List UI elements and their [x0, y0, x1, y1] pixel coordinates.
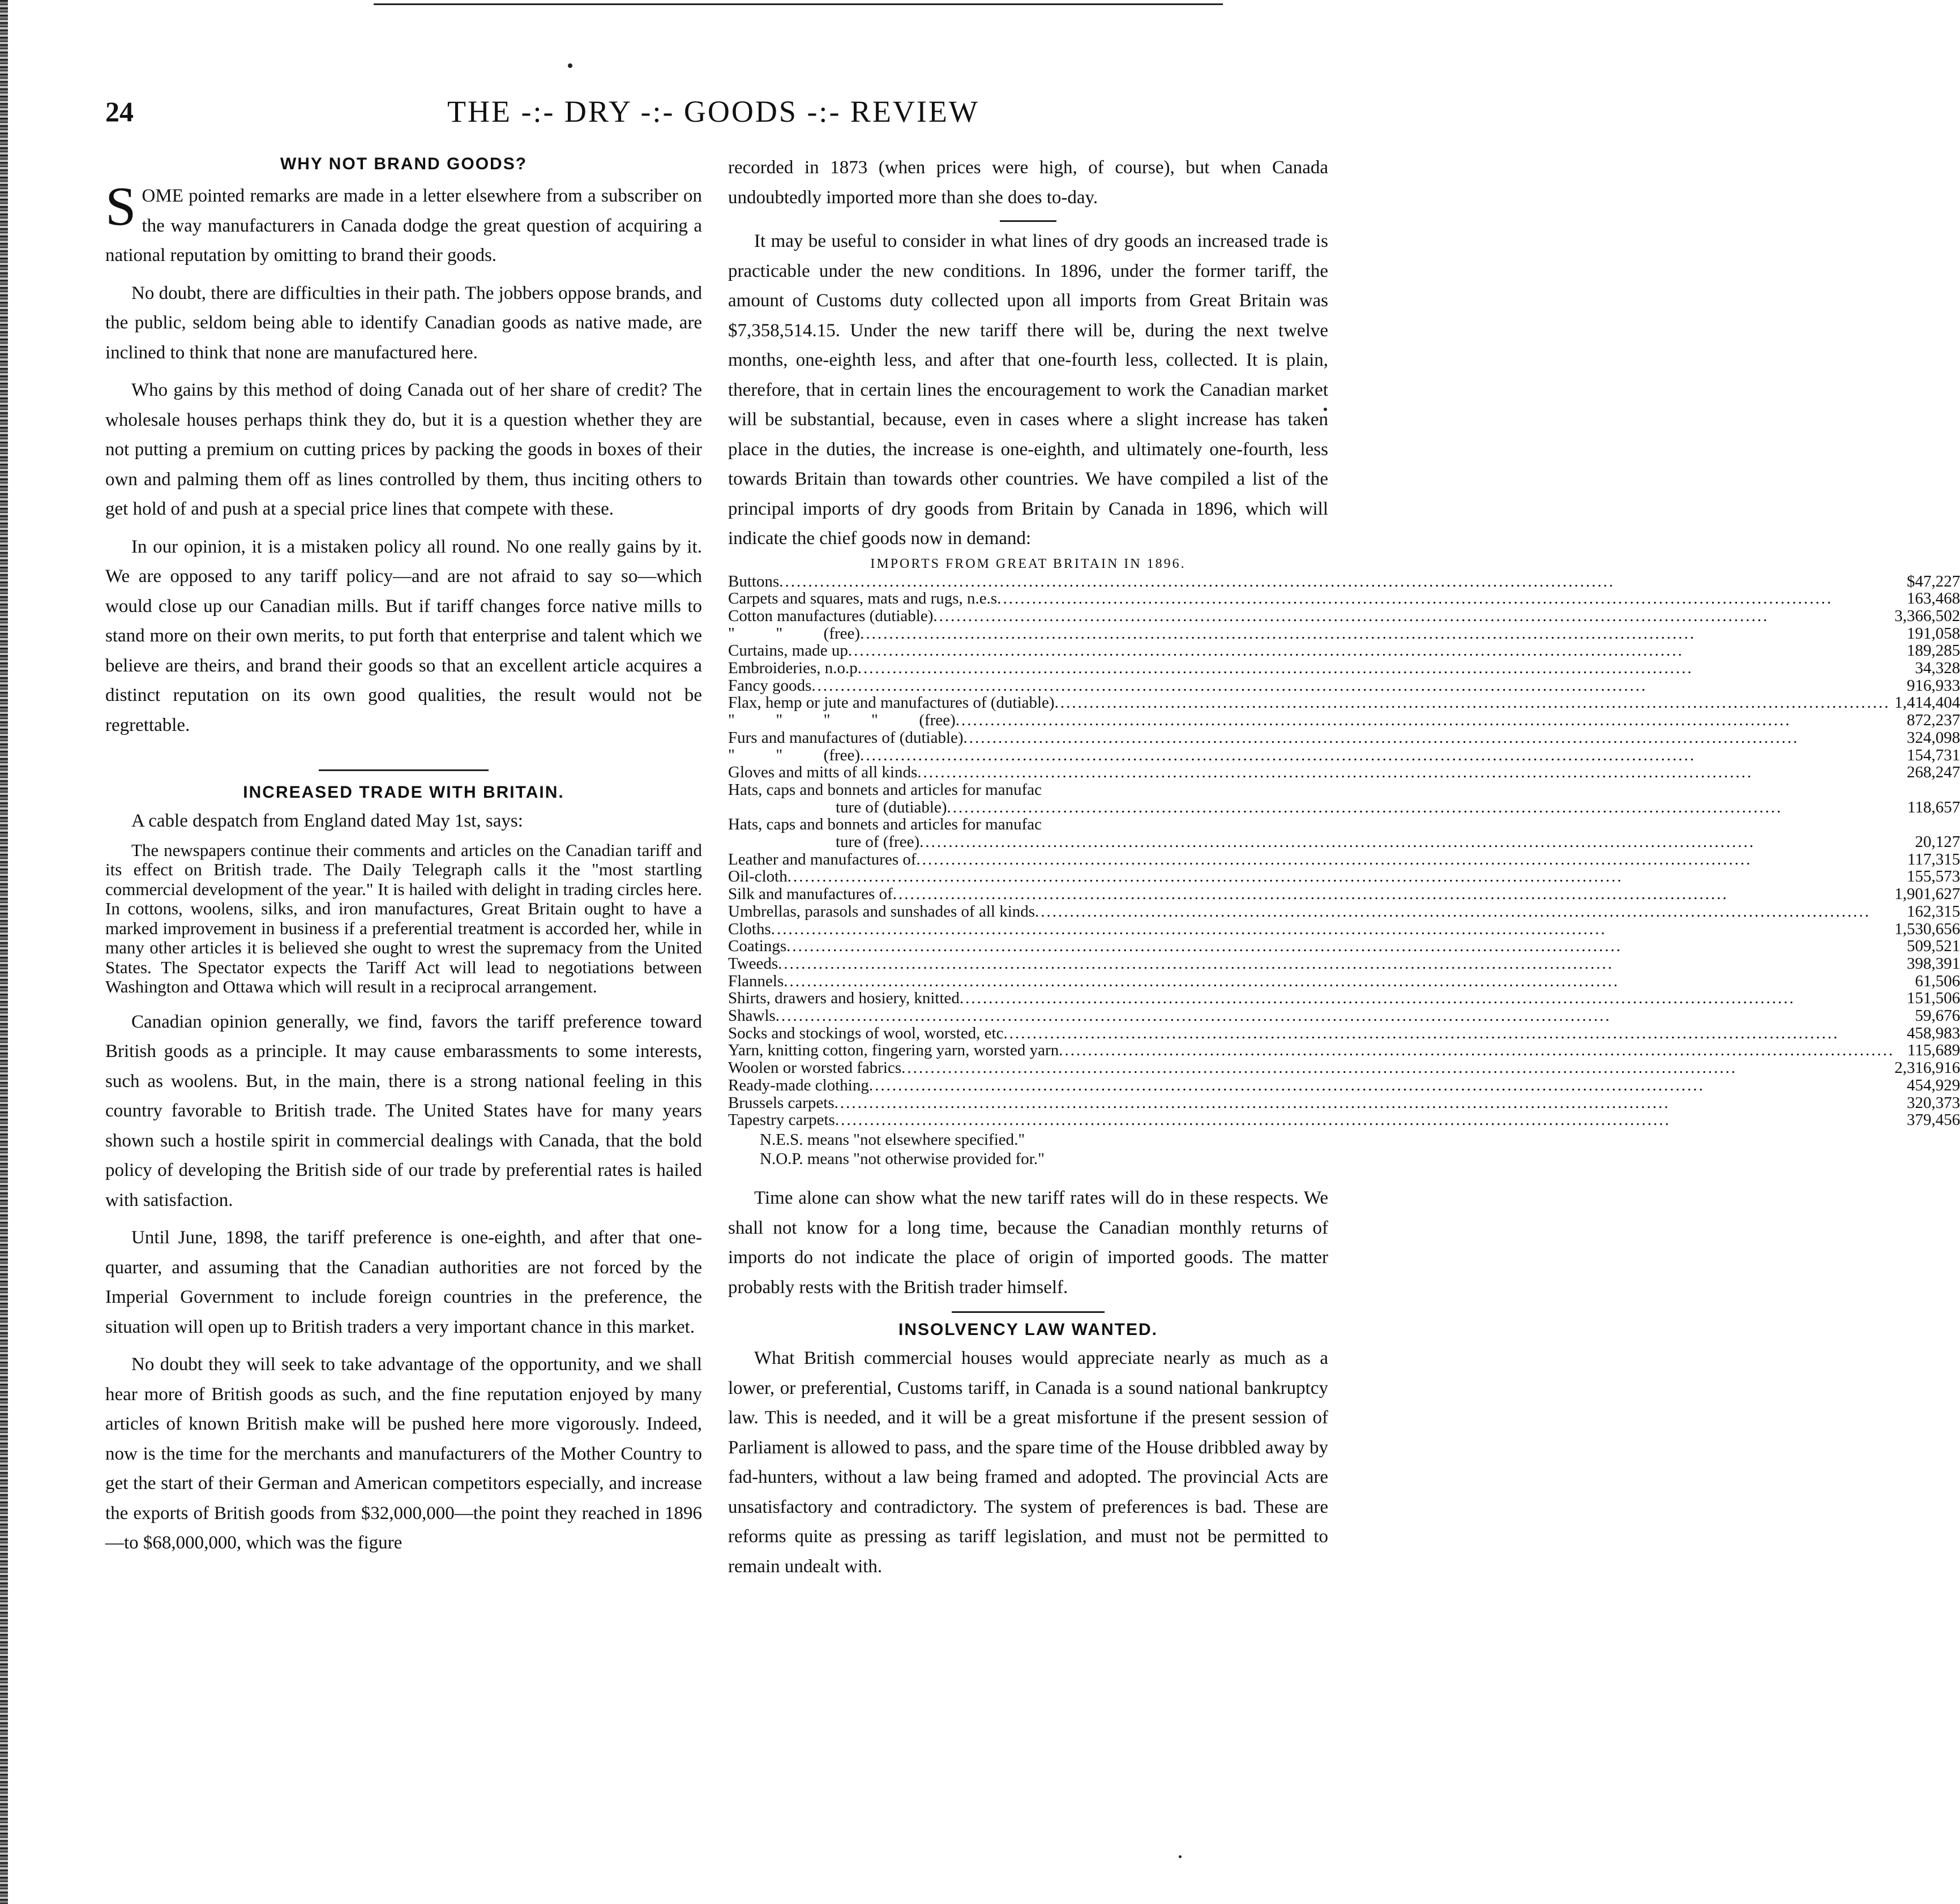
import-item-text: Woolen or worsted fabrics: [728, 1059, 902, 1077]
article1-paragraph-2: No doubt, there are difficulties in their path. The jobbers oppose brands, and the public, seldom being able to identify Canadian goods as native made, are inclined to think that none are manufactured here.: [105, 283, 702, 363]
table-row: [728, 1059, 1960, 1077]
table-row: [728, 1094, 1960, 1112]
dot-leader: [788, 868, 1895, 885]
import-item-text: Oil-cloth: [728, 867, 788, 886]
import-item-text: Brussels carpets: [728, 1093, 835, 1112]
article2-paragraph-3: No doubt they will seek to take advantage of the opportunity, and we shall hear more of British goods as such, and the fine reputation enjoyed by many articles of known British make will be pushed here more vigorously. Indeed, now is the time for the merchants and manufacturers of the Mother Country to get the start of their German and American competitors especially, and increase the exports of British goods from $32,000,000—the point they reached in 1896—to $68,000,000, which was the figure: [105, 1354, 702, 1553]
top-border-rule: [374, 3, 1223, 5]
table-row: [728, 973, 1960, 990]
table-row: [728, 607, 1960, 625]
table-row: [728, 921, 1960, 938]
import-item-label: [728, 816, 1894, 850]
import-item-label: [728, 990, 1894, 1007]
import-item-label: [728, 729, 1894, 747]
import-item-label: [728, 694, 1894, 712]
drop-cap: S: [105, 176, 136, 237]
import-item-text: Umbrellas, parasols and sunshades of all kinds: [728, 902, 1035, 921]
dot-leader: [1055, 694, 1895, 712]
import-item-value: 1,414,404: [1894, 694, 1960, 712]
article-title-increased-trade: INCREASED TRADE WITH BRITAIN.: [243, 783, 564, 802]
import-item-value: $47,227: [1906, 572, 1960, 591]
short-divider: [1000, 220, 1056, 222]
import-item-text: Shawls: [728, 1007, 776, 1025]
import-item-text: Flax, hemp or jute and manufactures of (dutiable): [728, 694, 1055, 712]
import-item-value: 155,573: [1906, 867, 1960, 886]
table-row: [728, 1111, 1960, 1129]
dot-leader: [860, 747, 1894, 764]
import-item-label: [728, 1059, 1894, 1077]
import-item-value: 872,237: [1906, 711, 1960, 730]
import-item-text: Embroideries, n.o.p: [728, 659, 858, 678]
import-item-label: [728, 1094, 1894, 1112]
section-divider: [952, 1311, 1105, 1313]
import-item-value: 34,328: [1915, 659, 1960, 678]
imports-table: [728, 573, 1960, 1129]
import-item-label-line-1: Hats, caps and bonnets and articles for manufac: [728, 780, 1042, 799]
import-item-text: " " (free): [728, 746, 861, 764]
import-item-text: Tweeds: [728, 954, 778, 973]
dot-leader: [869, 1077, 1894, 1094]
import-item-text: Silk and manufactures of: [728, 885, 893, 904]
note-nop: N.O.P. means "not otherwise provided for.": [760, 1150, 1045, 1168]
import-item-value: 154,731: [1906, 746, 1960, 764]
import-item-label: [728, 712, 1894, 729]
import-item-label-line-2: ture of (free): [836, 833, 920, 852]
import-item-label: [728, 921, 1894, 938]
article2-paragraph-4: recorded in 1873 (when prices were high, of course), but when Canada undoubtedly imported more than she does to-day.: [728, 157, 1328, 208]
dot-leader: [933, 607, 1894, 625]
import-item-text: Shirts, drawers and hosiery, knitted: [728, 989, 960, 1008]
table-row: [728, 677, 1960, 695]
import-item-value: 324,098: [1906, 728, 1960, 747]
table-row: [728, 642, 1960, 660]
import-item-label: [728, 781, 1894, 816]
import-item-label: [728, 660, 1894, 677]
right-column: [728, 153, 1960, 1581]
import-item-label: [728, 1111, 1894, 1129]
dot-leader: [835, 1094, 1895, 1112]
import-item-text: Ready-made clothing: [728, 1076, 869, 1094]
article-title-why-not-brand-goods: WHY NOT BRAND GOODS?: [280, 155, 528, 173]
import-item-value: 320,373: [1906, 1093, 1960, 1112]
import-item-value: 20,127: [1915, 833, 1960, 852]
import-item-text: Coatings: [728, 937, 787, 956]
import-item-value: 189,285: [1906, 641, 1960, 660]
note-nes: N.E.S. means "not elsewhere specified.": [760, 1131, 1025, 1149]
import-item-label: [728, 590, 1894, 607]
import-item-value: 398,391: [1906, 954, 1960, 973]
import-item-value: 458,983: [1906, 1024, 1960, 1042]
dot-leader: [811, 677, 1894, 695]
table-row: [728, 781, 1960, 816]
import-item-value: 117,315: [1907, 850, 1960, 868]
import-item-value: 162,315: [1906, 902, 1960, 921]
article1-paragraph-3: Who gains by this method of doing Canada out of her share of credit? The wholesale houses perhaps think they do, but it is a question whether they are not putting a premium on cutting prices by packing the goods in boxes of their own and palming them off as lines controlled by them, thus inciting others to get hold of and push at a special price lines that compete with these.: [105, 380, 702, 519]
dot-leader: [778, 955, 1894, 973]
table-row: [728, 729, 1960, 747]
import-item-label: [728, 1077, 1894, 1094]
import-item-label: [728, 1007, 1894, 1025]
page-number: 24: [105, 96, 134, 127]
dot-leader: [960, 990, 1894, 1007]
import-item-value: 268,247: [1906, 763, 1960, 782]
article2-paragraph-5: It may be useful to consider in what lines of dry goods an increased trade is practicable under the new conditions. In 1896, under the former tariff, the amount of Customs duty collected upon all imports from Great Britain was $7,358,514.15. Under the new tariff there will be, during the next twelve months, one-eighth less, and after that one-fourth less, collected. It is plain, therefore, that in certain lines the encouragement to work the Canadian market will be substantial, because, even in cases where a slight increase has taken place in the duties, the increase is one-eighth, and ultimately one-fourth, less towards Britain than towards other countries. We have compiled a list of the principal imports of dry goods from Britain by Canada in 1896, which will indicate the chief goods now in demand:: [728, 231, 1328, 549]
import-item-text: Buttons: [728, 572, 780, 591]
article2-lead: A cable despatch from England dated May 1st, says:: [131, 811, 523, 831]
article2-paragraph-6: Time alone can show what the new tariff rates will do in these respects. We shall not know for a long time, because the Canadian monthly returns of imports do not indicate the place of origin of imported goods. The matter probably rests with the British trader himself.: [728, 1188, 1328, 1298]
table-row: [728, 1077, 1960, 1094]
import-item-text: Cotton manufactures (dutiable): [728, 606, 934, 625]
import-item-text: Yarn, knitting cotton, fingering yarn, worsted yarn: [728, 1041, 1059, 1060]
left-column: [105, 153, 702, 1558]
dot-leader: [919, 833, 1894, 851]
article2-cable-quote: The newspapers continue their comments and articles on the Canadian tariff and its effect on British trade. The Daily Telegraph calls it the "most startling commercial development of the year." It is hailed with delight in trading circles here. In cottons, woolens, silks, and iron manufactures, Great Britain ought to have a marked improvement in business if a preferential treatment is accorded her, while in many other articles it is believed she ought to wrest the supremacy from the United States. The Spectator expects the Tariff Act will lead to negotiations between Washington and Ottawa which will result in a reciprocal arrangement.: [105, 840, 702, 996]
import-item-value: 2,316,916: [1894, 1059, 1960, 1077]
import-item-text: Tapestry carpets: [728, 1111, 835, 1129]
import-item-label-line-2: ture of (dutiable): [836, 798, 947, 816]
import-item-label: [728, 642, 1894, 660]
import-item-value: 61,506: [1915, 972, 1960, 990]
article2-paragraph-2: Until June, 1898, the tariff preference is one-eighth, and after that one-quarter, and assuming that the Canadian authorities are not forced by the Imperial Government to include foreign countries in the preference, the situation will open up to British traders a very important chance in this market.: [105, 1227, 702, 1337]
import-item-text: Cloths: [728, 919, 771, 938]
import-item-value: 916,933: [1906, 676, 1960, 695]
table-row: [728, 955, 1960, 973]
running-head: THE -:- DRY -:- GOODS -:- REVIEW: [447, 95, 979, 129]
import-item-label: [728, 955, 1894, 973]
import-item-text: Leather and manufactures of: [728, 850, 917, 868]
dot-leader: [964, 729, 1895, 747]
import-item-text: Gloves and mitts of all kinds: [728, 763, 918, 782]
import-item-label: [728, 1025, 1894, 1042]
import-item-label: [728, 764, 1894, 781]
table-notes: [728, 1130, 1328, 1169]
table-row: [728, 747, 1960, 764]
table-row: [728, 990, 1960, 1007]
import-item-label: [728, 868, 1894, 885]
dot-leader: [784, 973, 1894, 990]
table-row: [728, 903, 1960, 921]
dot-leader: [771, 921, 1894, 938]
table-row: [728, 712, 1960, 729]
dot-leader: [779, 573, 1894, 591]
table-row: [728, 1007, 1960, 1025]
dot-leader: [901, 1059, 1894, 1077]
dot-leader: [893, 885, 1894, 903]
import-item-text: Carpets and squares, mats and rugs, n.e.s: [728, 589, 998, 608]
import-item-value: 59,676: [1915, 1007, 1960, 1025]
table-row: [728, 938, 1960, 955]
table-row: [728, 573, 1960, 591]
import-item-label: [728, 677, 1894, 695]
scanned-page-edge: [0, 0, 8, 1904]
import-item-label: [728, 903, 1894, 921]
dot-leader: [997, 590, 1894, 607]
import-item-label-line-1: Hats, caps and bonnets and articles for manufac: [728, 815, 1042, 834]
import-item-value: 1,530,656: [1894, 919, 1960, 938]
dot-leader: [1035, 903, 1894, 921]
table-row: [728, 590, 1960, 607]
import-item-value: 118,657: [1907, 798, 1960, 816]
import-item-label: [728, 573, 1894, 591]
table-row: [728, 1025, 1960, 1042]
article1-paragraph-1: [105, 176, 702, 271]
import-item-value: 151,506: [1906, 989, 1960, 1008]
article3-paragraph-1: What British commercial houses would appreciate nearly as much as a lower, or preferential, Customs tariff, in Canada is a sound national bankruptcy law. This is needed, and it will be a great misfortune if the present session of Parliament is allowed to pass, and the spare time of the House dribbled away by fad-hunters, without a law being framed and adopted. The provincial Acts are unsatisfactory and contradictory. The system of preferences is bad. These are reforms quite as pressing as tariff legislation, and must not be permitted to remain undealt with.: [728, 1348, 1328, 1577]
table-row: [728, 694, 1960, 712]
dot-leader: [917, 851, 1895, 868]
dot-leader: [1004, 1025, 1895, 1042]
dot-leader: [858, 660, 1894, 677]
table-row: [728, 851, 1960, 868]
import-item-label: [728, 607, 1894, 625]
import-item-value: 3,366,502: [1894, 606, 1960, 625]
article1-paragraph-4: In our opinion, it is a mistaken policy all round. No one really gains by it. We are opposed to any tariff policy—and are not afraid to say so—which would close up our Canadian mills. But if tariff changes force native mills to stand more on their own merits, to put forth that enterprise and talent which we believe are theirs, and brand their goods so that an excellent article acquires a distinct reputation on its own good qualities, the result would not be regrettable.: [105, 536, 702, 735]
dot-leader: [776, 1007, 1894, 1025]
import-item-label: [728, 938, 1894, 955]
imports-table-caption: IMPORTS FROM GREAT BRITAIN IN 1896.: [870, 556, 1186, 571]
section-divider: [319, 769, 489, 771]
print-speck: [568, 63, 572, 68]
import-item-label: [728, 1042, 1894, 1059]
dot-leader: [947, 799, 1894, 816]
table-row: [728, 868, 1960, 885]
print-speck: [1179, 1855, 1182, 1858]
import-item-value: 379,456: [1906, 1111, 1960, 1129]
dot-leader: [835, 1111, 1894, 1129]
table-row: [728, 625, 1960, 643]
dot-leader: [917, 764, 1894, 781]
table-row: [728, 1042, 1960, 1059]
import-item-label: [728, 851, 1894, 868]
import-item-value: 115,689: [1907, 1041, 1960, 1060]
import-item-text: Socks and stockings of wool, worsted, etc: [728, 1024, 1004, 1042]
import-item-value: 191,058: [1906, 624, 1960, 643]
import-item-text: " " " " (free): [728, 711, 956, 730]
import-item-value: 454,929: [1906, 1076, 1960, 1094]
table-row: [728, 660, 1960, 677]
table-row: [728, 885, 1960, 903]
article-title-insolvency-law: INSOLVENCY LAW WANTED.: [898, 1320, 1158, 1339]
import-item-label: [728, 973, 1894, 990]
dot-leader: [1059, 1042, 1894, 1059]
import-item-value: 1,901,627: [1894, 885, 1960, 904]
import-item-value: 509,521: [1906, 937, 1960, 956]
dot-leader: [848, 642, 1894, 660]
import-item-text: Furs and manufactures of (dutiable): [728, 728, 964, 747]
import-item-text: Curtains, made up: [728, 641, 848, 660]
table-row: [728, 816, 1960, 850]
import-item-label: [728, 747, 1894, 764]
import-item-value: 163,468: [1906, 589, 1960, 608]
import-item-text: " " (free): [728, 624, 861, 643]
article2-paragraph-1: Canadian opinion generally, we find, favors the tariff preference toward British goods as a principle. It may cause embarassments to some interests, such as woolens. But, in the main, there is a strong national feeling in this country favorable to British trade. The United States have for many years shown such a hostile spirit in commercial dealings with Canada, that the bold policy of developing the British side of our trade by preferential rates is hailed with satisfaction.: [105, 1011, 702, 1210]
import-item-text: Fancy goods: [728, 676, 812, 695]
import-item-label: [728, 625, 1894, 643]
dot-leader: [860, 625, 1894, 643]
dot-leader: [956, 712, 1894, 729]
table-row: [728, 764, 1960, 781]
import-item-label: [728, 885, 1894, 903]
article1-paragraph-1-text: OME pointed remarks are made in a letter elsewhere from a subscriber on the way manufacturers in Canada dodge the great question of acquiring a national reputation by omitting to brand their goods.: [105, 186, 702, 266]
import-item-text: Flannels: [728, 972, 784, 990]
dot-leader: [786, 938, 1894, 955]
